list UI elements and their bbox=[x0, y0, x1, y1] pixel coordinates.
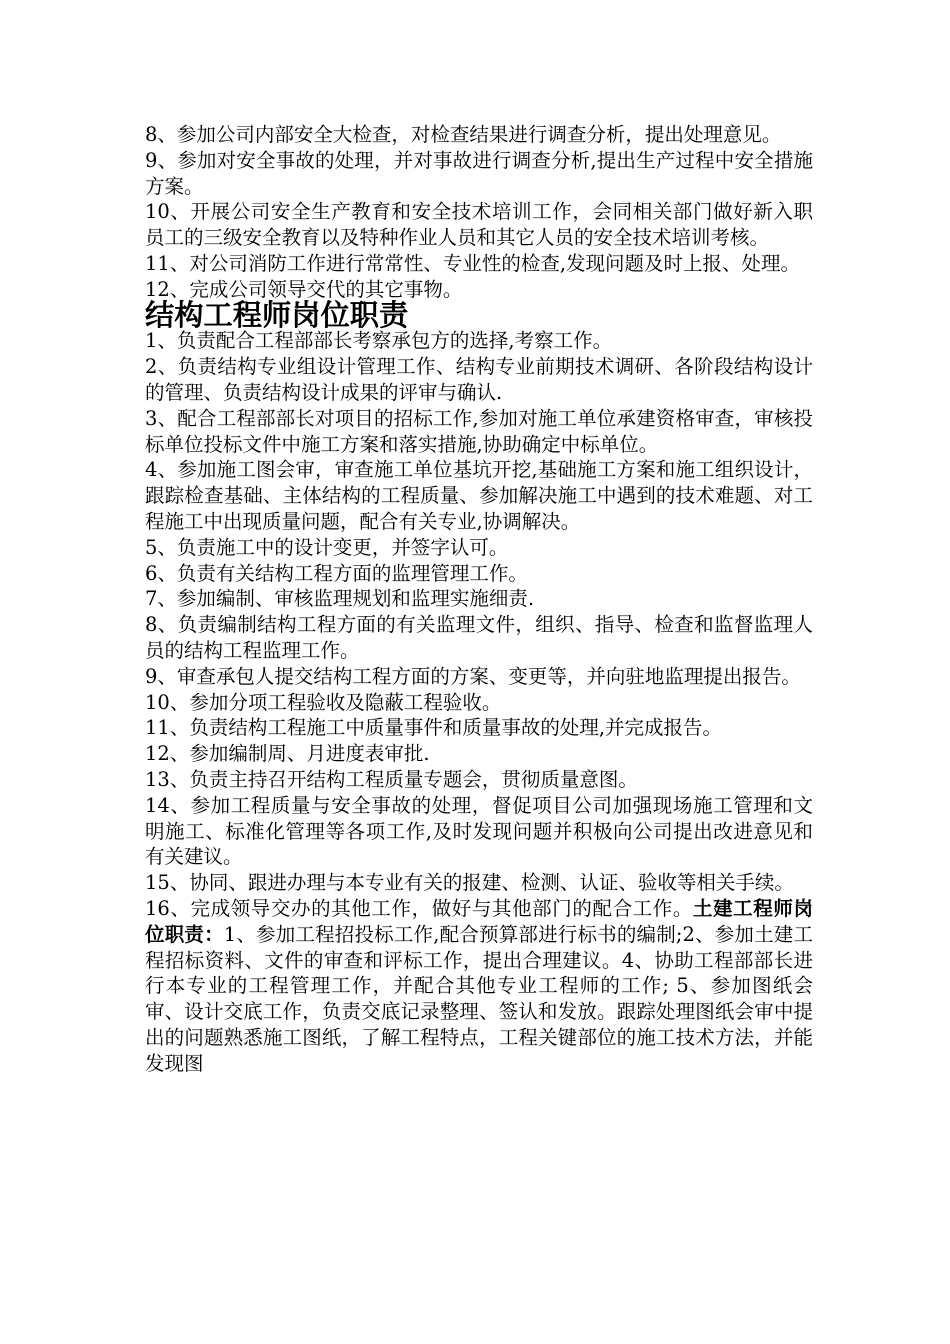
list-item: 3、配合工程部部长对项目的招标工作,参加对施工单位承建资格审查，审核投标单位投标文件中施工方案和落实措施,协助确定中标单位。 bbox=[145, 406, 813, 456]
final-paragraph-body: 1、参加工程招投标工作,配合预算部进行标书的编制;2、参加土建工程招标资料、文件的审查和评标工作，提出合理建议。4、协助工程部部长进行本专业的工程管理工作，并配合其他专业工程师的工作; 5、参加图纸会审、设计交底工作，负责交底记录整理、签认和发放。跟踪处理图纸会审中提出的问题熟悉施工图纸，了解工程特点，工程关键部位的施工技术方法，并能发现图 bbox=[145, 922, 813, 1075]
document-page bbox=[145, 122, 813, 1076]
list-item: 10、开展公司安全生产教育和安全技术培训工作，会同相关部门做好新入职员工的三级安全教育以及特种作业人员和其它人员的安全技术培训考核。 bbox=[145, 200, 813, 250]
list-item: 15、协同、跟进办理与本专业有关的报建、检测、认证、验收等相关手续。 bbox=[145, 871, 794, 895]
list-item: 5、负责施工中的设计变更，并签字认可。 bbox=[145, 535, 509, 559]
list-item: 12、参加编制周、月进度表审批. bbox=[145, 742, 430, 766]
list-item: 2、负责结构专业组设计管理工作、结构专业前期技术调研、各阶段结构设计的管理、负责结构设计成果的评审与确认. bbox=[145, 355, 813, 404]
list-item: 4、参加施工图会审，审查施工单位基坑开挖,基础施工方案和施工组织设计，跟踪检查基础、主体结构的工程质量、参加解决施工中遇到的技术难题、对工程施工中出现质量问题，配合有关专业,协调解决。 bbox=[145, 458, 813, 533]
list-item: 13、负责主持召开结构工程质量专题会，贯彻质量意图。 bbox=[145, 767, 638, 791]
list-item: 14、参加工程质量与安全事故的处理，督促项目公司加强现场施工管理和文明施工、标准化管理等各项工作,及时发现问题并积极向公司提出改进意见和有关建议。 bbox=[145, 793, 813, 869]
list-item: 8、负责编制结构工程方面的有关监理文件，组织、指导、检查和监督监理人员的结构工程监理工作。 bbox=[145, 613, 813, 662]
list-item: 9、审查承包人提交结构工程方面的方案、变更等，并向驻地监理提出报告。 bbox=[145, 664, 801, 688]
list-item: 9、参加对安全事故的处理，并对事故进行调查分析,提出生产过程中安全措施方案。 bbox=[145, 148, 813, 198]
list-item: 11、对公司消防工作进行常常性、专业性的检查,发现问题及时上报、处理。 bbox=[145, 251, 801, 275]
structural-duties-list bbox=[145, 328, 813, 896]
final-paragraph-lead: 16、完成领导交办的其他工作，做好与其他部门的配合工作。 bbox=[145, 896, 693, 920]
list-item: 11、负责结构工程施工中质量事件和质量事故的处理,并完成报告。 bbox=[145, 716, 723, 740]
list-item: 6、负责有关结构工程方面的监理管理工作。 bbox=[145, 561, 528, 585]
safety-duties-list bbox=[145, 122, 813, 303]
section-heading-structural-engineer: 结构工程师岗位职责 bbox=[145, 297, 409, 332]
list-item: 8、参加公司内部安全大检查，对检查结果进行调查分析，提出处理意见。 bbox=[145, 123, 782, 146]
list-item: 7、参加编制、审核监理规划和监理实施细责. bbox=[145, 587, 535, 611]
list-item: 12、完成公司领导交代的其它事物。 bbox=[145, 277, 463, 301]
list-item: 10、参加分项工程验收及隐蔽工程验收。 bbox=[145, 690, 502, 714]
section-heading-civil-engineer: 土建工程师岗位职责： bbox=[145, 896, 813, 946]
list-item: 1、负责配合工程部部长考察承包方的选择,考察工作。 bbox=[145, 329, 613, 353]
final-paragraph bbox=[145, 896, 813, 1077]
